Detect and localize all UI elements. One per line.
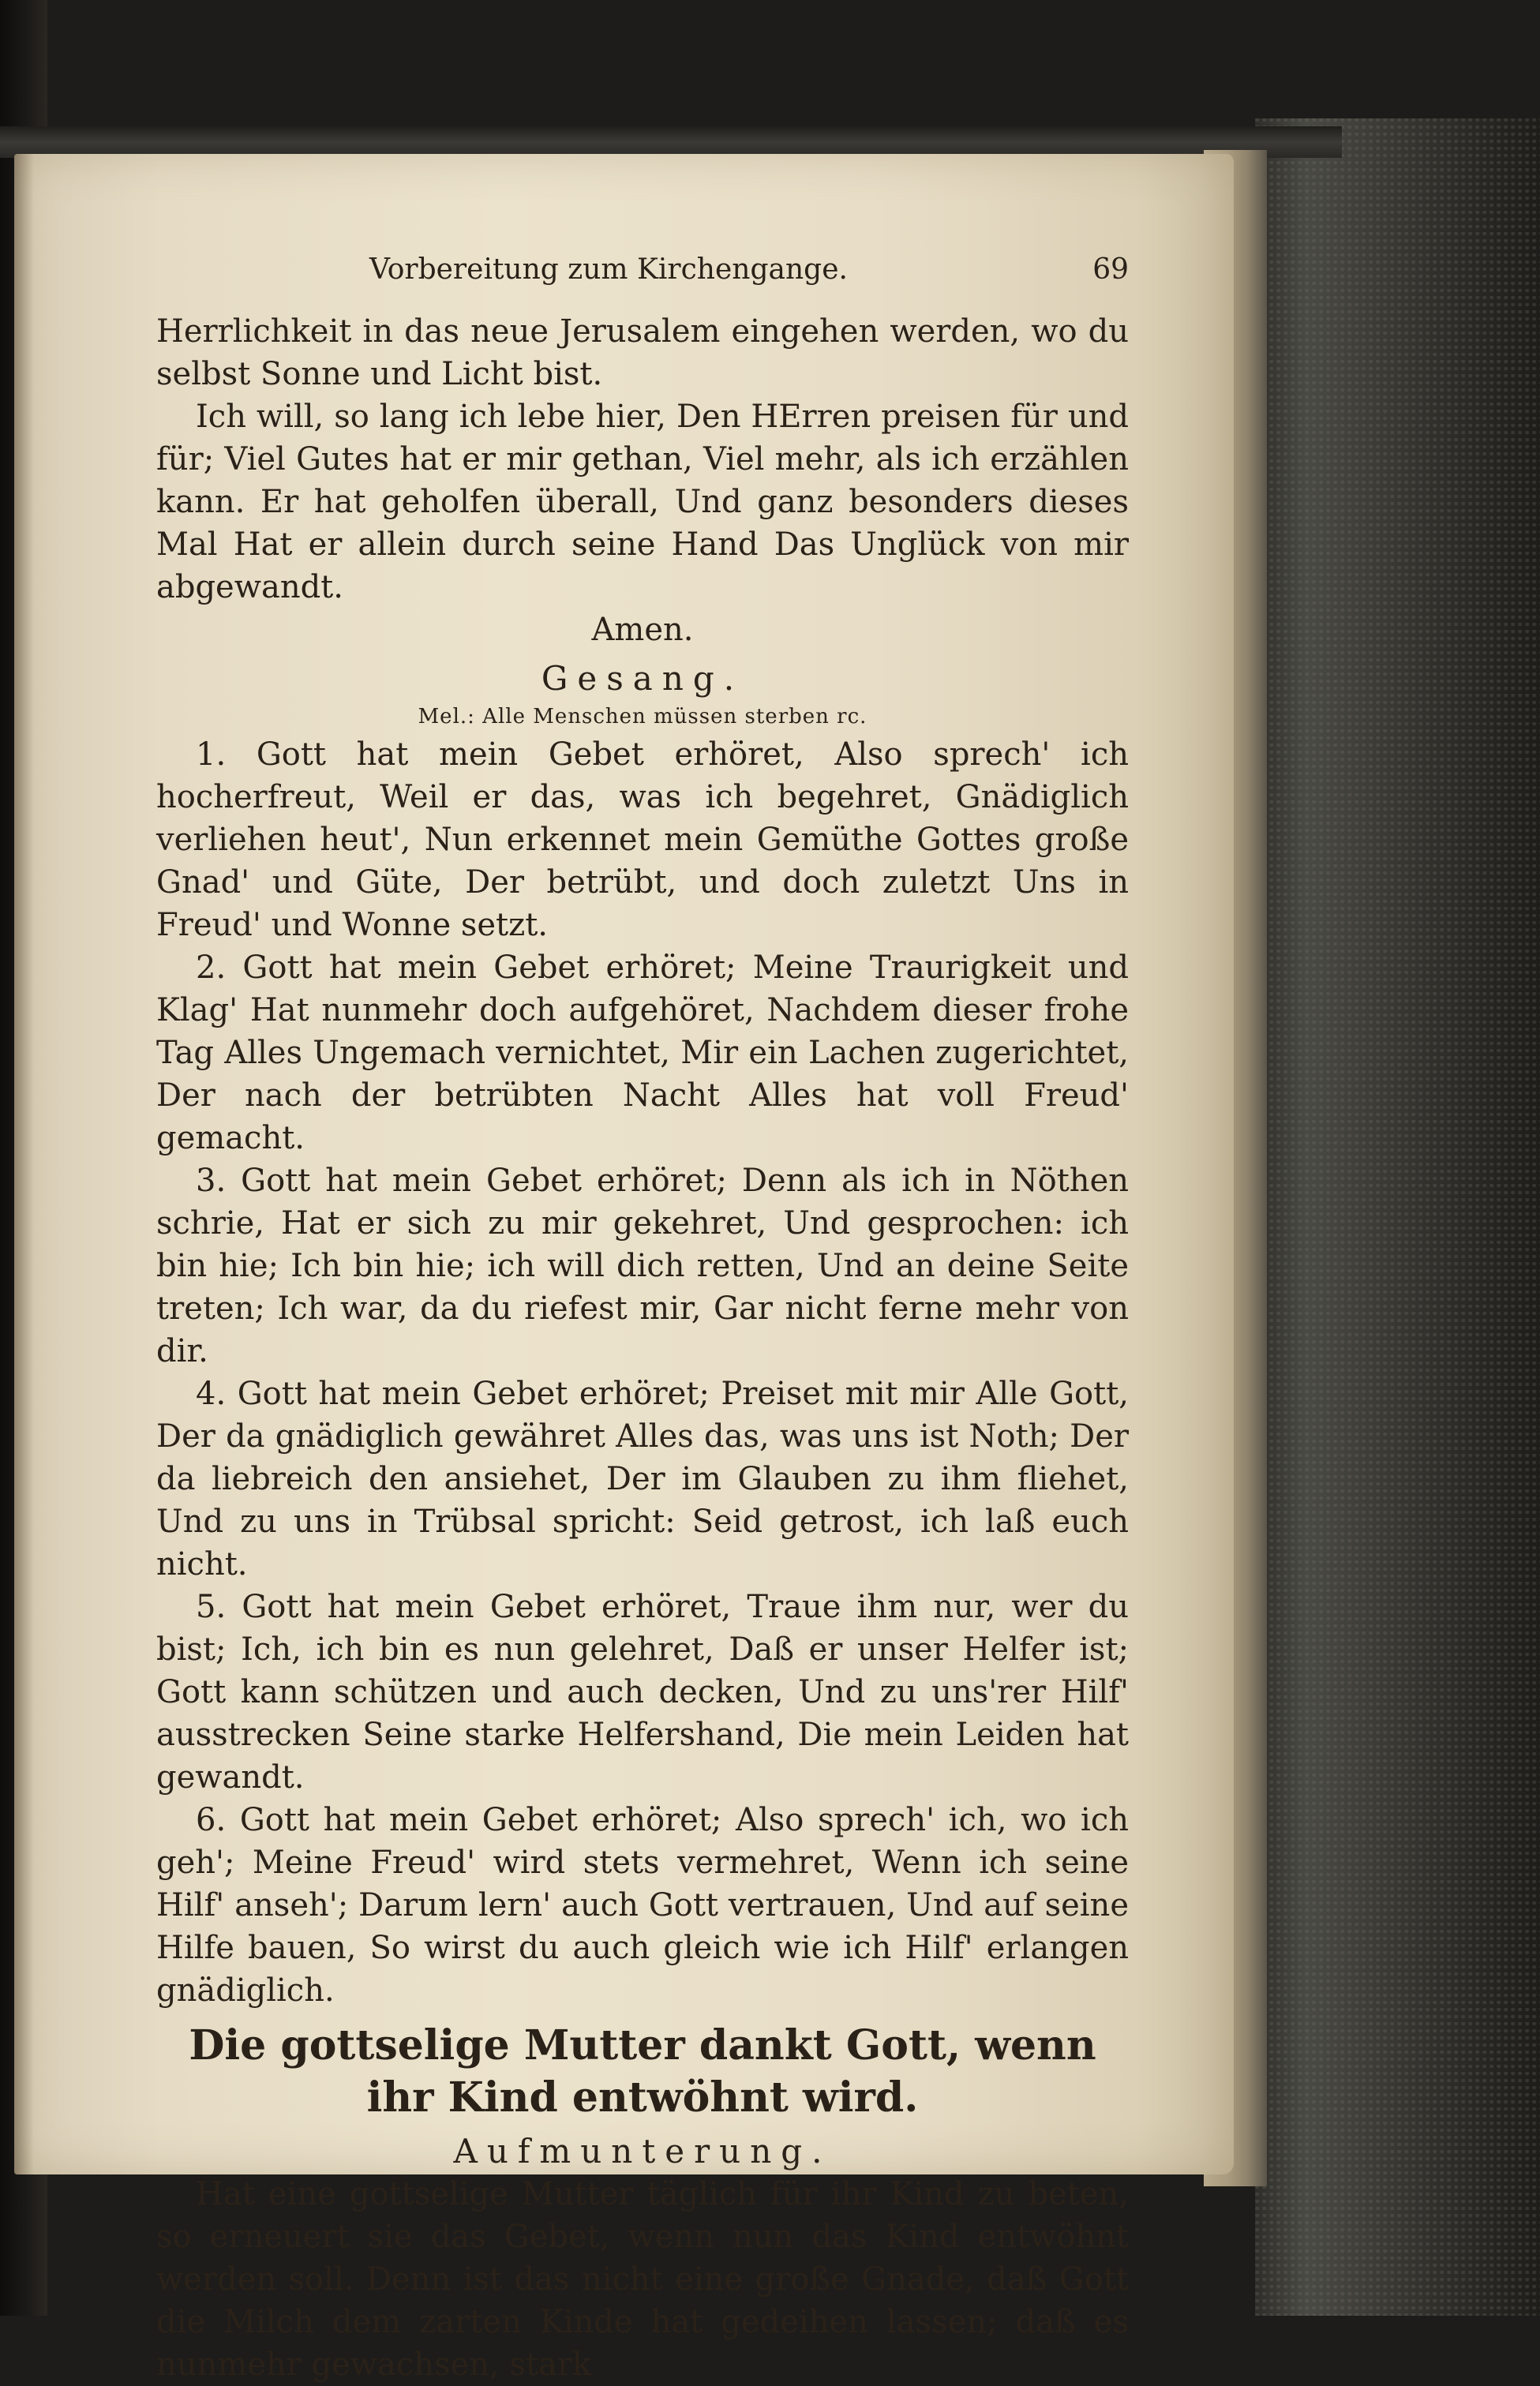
stanza-5: 5. Gott hat mein Gebet erhöret, Traue ihm nur, wer du bist; Ich, ich bin es nun gelehret, Daß er unser Helfer ist; Gott kann schützen und auch decken, Und zu uns'rer Hilf' ausstrecken Seine starke Helfershand, Die mein Leiden hat gewandt. bbox=[156, 1589, 1129, 1796]
intro-paragraph: Herrlichkeit in das neue Jerusalem eingehen werden, wo du selbst Sonne und Licht bist. bbox=[156, 313, 1129, 392]
book-binding bbox=[1255, 118, 1540, 2316]
section-title: Die gottselige Mutter dankt Gott, wenn ihr Kind entwöhnt wird. bbox=[189, 2021, 1096, 2122]
cover-board-edge bbox=[0, 126, 1342, 158]
final-paragraph: Hat eine gottselige Mutter täglich für ihr Kind zu beten, so erneuert sie das Gebet, wenn nun das Kind entwöhnt werden soll. Denn ist das nicht eine große Gnade, daß Gott die Milch dem zarten Kinde hat gedeihen lassen; daß es nunmehr gewachsen, stark bbox=[156, 2176, 1129, 2383]
running-title: Vorbereitung zum Kirchengange. bbox=[369, 253, 848, 286]
gesang-heading: Gesang. bbox=[541, 659, 744, 698]
stanza-4: 4. Gott hat mein Gebet erhöret; Preiset mit mir Alle Gott, Der da gnädiglich gewähret Alles das, was uns ist Noth; Der da liebreich den ansiehet, Der im Glauben zu ihm fliehet, Und zu uns in Trübsal spricht: Seid getrost, ich laß euch nicht. bbox=[156, 1376, 1129, 1583]
aufmunterung-heading: Aufmunterung. bbox=[453, 2132, 832, 2171]
stanza-6: 6. Gott hat mein Gebet erhöret; Also sprech' ich, wo ich geh'; Meine Freud' wird stets vermehret, Wenn ich seine Hilf' anseh'; Darum lern' auch Gott vertrauen, Und auf seine Hilfe bauen, So wirst du auch gleich wie ich Hilf' erlangen gnädiglich. bbox=[156, 1802, 1129, 2009]
page-content bbox=[156, 249, 1129, 2386]
verse-paragraph: Ich will, so lang ich lebe hier, Den HErren preisen für und für; Viel Gutes hat er mir gethan, Viel mehr, als ich erzählen kann. Er hat geholfen überall, Und ganz besonders dieses Mal Hat er allein durch seine Hand Das Unglück von mir abgewandt. bbox=[156, 399, 1129, 605]
stanza-3: 3. Gott hat mein Gebet erhöret; Denn als ich in Nöthen schrie, Hat er sich zu mir gekehret, Und gesprochen: ich bin hie; Ich bin hie; ich will dich retten, Und an deine Seite treten; Ich war, da du riefest mir, Gar nicht ferne mehr von dir. bbox=[156, 1163, 1129, 1369]
amen-line: Amen. bbox=[591, 612, 694, 648]
page-number: 69 bbox=[1092, 253, 1129, 286]
melody-note: Mel.: Alle Menschen müssen sterben rc. bbox=[418, 705, 867, 729]
stanza-2: 2. Gott hat mein Gebet erhöret; Meine Traurigkeit und Klag' Hat nunmehr doch aufgehöret, Nachdem dieser frohe Tag Alles Ungemach vernichtet, Mir ein Lachen zugerichtet, Der nach der betrübten Nacht Alles hat voll Freud' gemacht. bbox=[156, 950, 1129, 1156]
running-header bbox=[156, 249, 1129, 304]
stanza-1: 1. Gott hat mein Gebet erhöret, Also sprech' ich hocherfreut, Weil er das, was ich begehret, Gnädiglich verliehen heut', Nun erkennet mein Gemüthe Gottes große Gnad' und Güte, Der betrübt, und doch zuletzt Uns in Freud' und Wonne setzt. bbox=[156, 736, 1129, 943]
